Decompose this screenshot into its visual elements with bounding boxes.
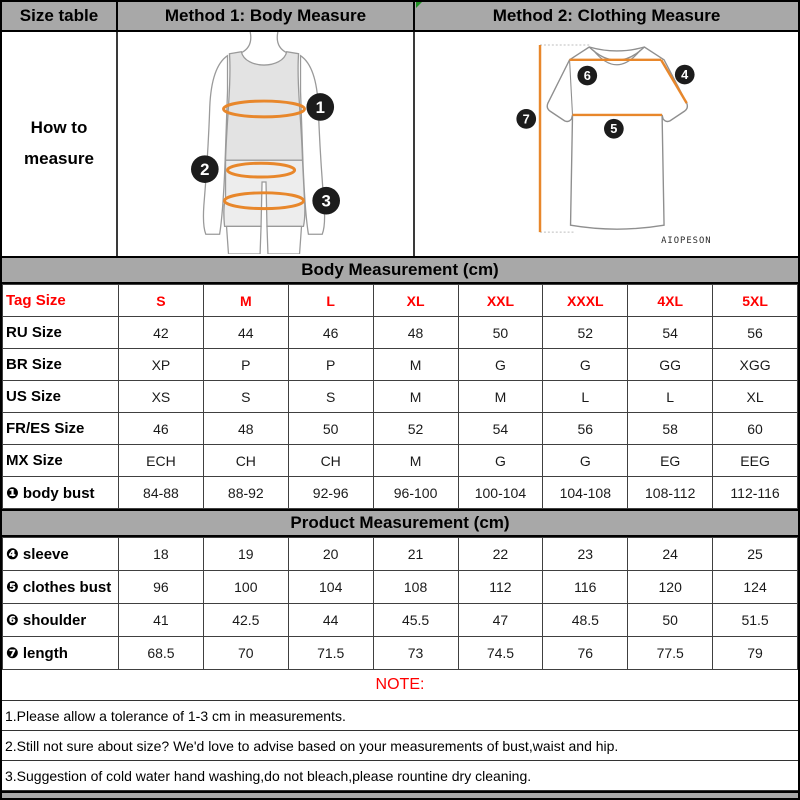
svg-text:2: 2 <box>200 160 210 180</box>
size-cell: 73 <box>373 637 458 670</box>
size-cell: 51.5 <box>713 604 798 637</box>
row-label: ❶ body bust <box>3 477 119 509</box>
size-cell: 79 <box>713 637 798 670</box>
brand-text: AIOPESON <box>661 235 712 246</box>
svg-text:1: 1 <box>315 97 325 117</box>
size-cell: 46 <box>119 413 204 445</box>
size-cell: XXXL <box>543 285 628 317</box>
body-measurement-title: Body Measurement (cm) <box>2 256 798 284</box>
size-cell: 60 <box>713 413 798 445</box>
size-cell: S <box>203 381 288 413</box>
diagram-row <box>2 32 798 256</box>
tshirt-shape <box>547 47 687 229</box>
size-cell: S <box>288 381 373 413</box>
size-cell: 24 <box>628 538 713 571</box>
body-measurement-table <box>2 284 798 509</box>
size-cell: 4XL <box>628 285 713 317</box>
how-to-measure-line1: How to <box>30 118 88 138</box>
size-cell: 68.5 <box>119 637 204 670</box>
svg-text:5: 5 <box>610 121 618 137</box>
size-cell: 45.5 <box>373 604 458 637</box>
size-cell: 48.5 <box>543 604 628 637</box>
size-cell: L <box>543 381 628 413</box>
size-cell: 44 <box>288 604 373 637</box>
size-cell: 84-88 <box>119 477 204 509</box>
row-label: BR Size <box>3 349 119 381</box>
note-item-2: 2.Still not sure about size? We'd love to advise based on your measurements of bust,waist and hip. <box>2 731 798 761</box>
size-cell: 112 <box>458 571 543 604</box>
size-cell: 42.5 <box>203 604 288 637</box>
size-cell: M <box>373 381 458 413</box>
table-row <box>3 349 798 381</box>
size-cell: S <box>119 285 204 317</box>
size-cell: XL <box>713 381 798 413</box>
body-diagram-cell <box>118 32 415 256</box>
size-cell: CH <box>203 445 288 477</box>
table-row <box>3 381 798 413</box>
size-cell: 71.5 <box>288 637 373 670</box>
clothing-diagram-cell <box>415 32 798 256</box>
size-cell: 44 <box>203 317 288 349</box>
size-cell: 47 <box>458 604 543 637</box>
size-cell: CH <box>288 445 373 477</box>
table-row <box>3 445 798 477</box>
green-corner-marker <box>416 2 422 8</box>
table-row <box>3 637 798 670</box>
size-cell: 124 <box>713 571 798 604</box>
size-cell: 22 <box>458 538 543 571</box>
size-cell: 52 <box>373 413 458 445</box>
size-cell: P <box>203 349 288 381</box>
row-label: ❺ clothes bust <box>3 571 119 604</box>
size-cell: 100-104 <box>458 477 543 509</box>
product-measurement-title: Product Measurement (cm) <box>2 509 798 537</box>
size-cell: XGG <box>713 349 798 381</box>
method2-header <box>415 2 798 30</box>
note-item-1: 1.Please allow a tolerance of 1-3 cm in measurements. <box>2 701 798 731</box>
size-cell: M <box>203 285 288 317</box>
row-label: US Size <box>3 381 119 413</box>
size-cell: 74.5 <box>458 637 543 670</box>
size-cell: 92-96 <box>288 477 373 509</box>
neck-outline <box>241 32 286 53</box>
size-cell: 76 <box>543 637 628 670</box>
size-cell: 77.5 <box>628 637 713 670</box>
size-cell: 23 <box>543 538 628 571</box>
size-cell: 96-100 <box>373 477 458 509</box>
size-cell: 112-116 <box>713 477 798 509</box>
size-cell: 116 <box>543 571 628 604</box>
how-to-measure-line2: measure <box>24 149 94 168</box>
size-cell: G <box>458 349 543 381</box>
row-label: MX Size <box>3 445 119 477</box>
table-row <box>3 571 798 604</box>
size-cell: XP <box>119 349 204 381</box>
size-cell: EG <box>628 445 713 477</box>
table-row <box>3 317 798 349</box>
table-row <box>3 538 798 571</box>
top-header-row <box>2 2 798 32</box>
size-cell: M <box>373 445 458 477</box>
size-cell: 104 <box>288 571 373 604</box>
size-cell: 18 <box>119 538 204 571</box>
size-cell: P <box>288 349 373 381</box>
size-cell: 120 <box>628 571 713 604</box>
note-item-3: 3.Suggestion of cold water hand washing,do not bleach,please rountine dry cleaning. <box>2 761 798 791</box>
table-row <box>3 285 798 317</box>
size-cell: 56 <box>713 317 798 349</box>
marker-7 <box>516 109 536 129</box>
size-cell: G <box>543 445 628 477</box>
size-cell: 48 <box>373 317 458 349</box>
svg-text:6: 6 <box>583 67 591 83</box>
size-cell: 25 <box>713 538 798 571</box>
tank-top-shape <box>226 52 303 161</box>
body-measure-diagram <box>118 32 413 254</box>
product-measurement-table <box>2 537 798 670</box>
size-cell: 104-108 <box>543 477 628 509</box>
size-cell: 50 <box>288 413 373 445</box>
marker-3 <box>312 187 340 215</box>
size-cell: L <box>628 381 713 413</box>
row-label: ❹ sleeve <box>3 538 119 571</box>
marker-4 <box>675 65 695 85</box>
how-to-measure-cell <box>2 32 118 256</box>
note-title: NOTE: <box>2 670 798 701</box>
svg-text:4: 4 <box>681 67 689 83</box>
marker-1 <box>306 93 334 121</box>
size-cell: 54 <box>628 317 713 349</box>
row-label: ❻ shoulder <box>3 604 119 637</box>
size-cell: 20 <box>288 538 373 571</box>
table-row <box>3 413 798 445</box>
size-cell: 5XL <box>713 285 798 317</box>
size-cell: 70 <box>203 637 288 670</box>
row-label: RU Size <box>3 317 119 349</box>
row-label: ❼ length <box>3 637 119 670</box>
size-cell: XXL <box>458 285 543 317</box>
size-cell: GG <box>628 349 713 381</box>
size-cell: 96 <box>119 571 204 604</box>
size-cell: G <box>458 445 543 477</box>
marker-5 <box>604 119 624 139</box>
marker-6 <box>577 66 597 86</box>
left-leg-shape <box>227 226 262 254</box>
size-cell: 100 <box>203 571 288 604</box>
size-cell: 54 <box>458 413 543 445</box>
right-leg-shape <box>267 226 302 254</box>
size-cell: XS <box>119 381 204 413</box>
size-cell: EEG <box>713 445 798 477</box>
size-cell: M <box>458 381 543 413</box>
size-cell: 46 <box>288 317 373 349</box>
size-cell: G <box>543 349 628 381</box>
method1-header: Method 1: Body Measure <box>118 2 415 30</box>
table-row <box>3 604 798 637</box>
size-cell: L <box>288 285 373 317</box>
size-cell: 58 <box>628 413 713 445</box>
table-row <box>3 477 798 509</box>
size-cell: 50 <box>628 604 713 637</box>
marker-2 <box>191 155 219 183</box>
svg-text:7: 7 <box>522 111 530 127</box>
row-label: FR/ES Size <box>3 413 119 445</box>
size-cell: M <box>373 349 458 381</box>
size-cell: 42 <box>119 317 204 349</box>
row-label: Tag Size <box>3 285 119 317</box>
size-cell: 21 <box>373 538 458 571</box>
size-cell: XL <box>373 285 458 317</box>
size-cell: 52 <box>543 317 628 349</box>
size-cell: 19 <box>203 538 288 571</box>
size-cell: 50 <box>458 317 543 349</box>
bottom-strip <box>2 791 798 798</box>
size-cell: 108-112 <box>628 477 713 509</box>
size-cell: 88-92 <box>203 477 288 509</box>
clothing-measure-diagram <box>415 32 794 254</box>
size-cell: 41 <box>119 604 204 637</box>
size-cell: 56 <box>543 413 628 445</box>
method2-header-label: Method 2: Clothing Measure <box>492 6 721 25</box>
size-cell: ECH <box>119 445 204 477</box>
size-table-header: Size table <box>2 2 118 30</box>
size-cell: 48 <box>203 413 288 445</box>
size-cell: 108 <box>373 571 458 604</box>
svg-text:3: 3 <box>321 191 331 211</box>
